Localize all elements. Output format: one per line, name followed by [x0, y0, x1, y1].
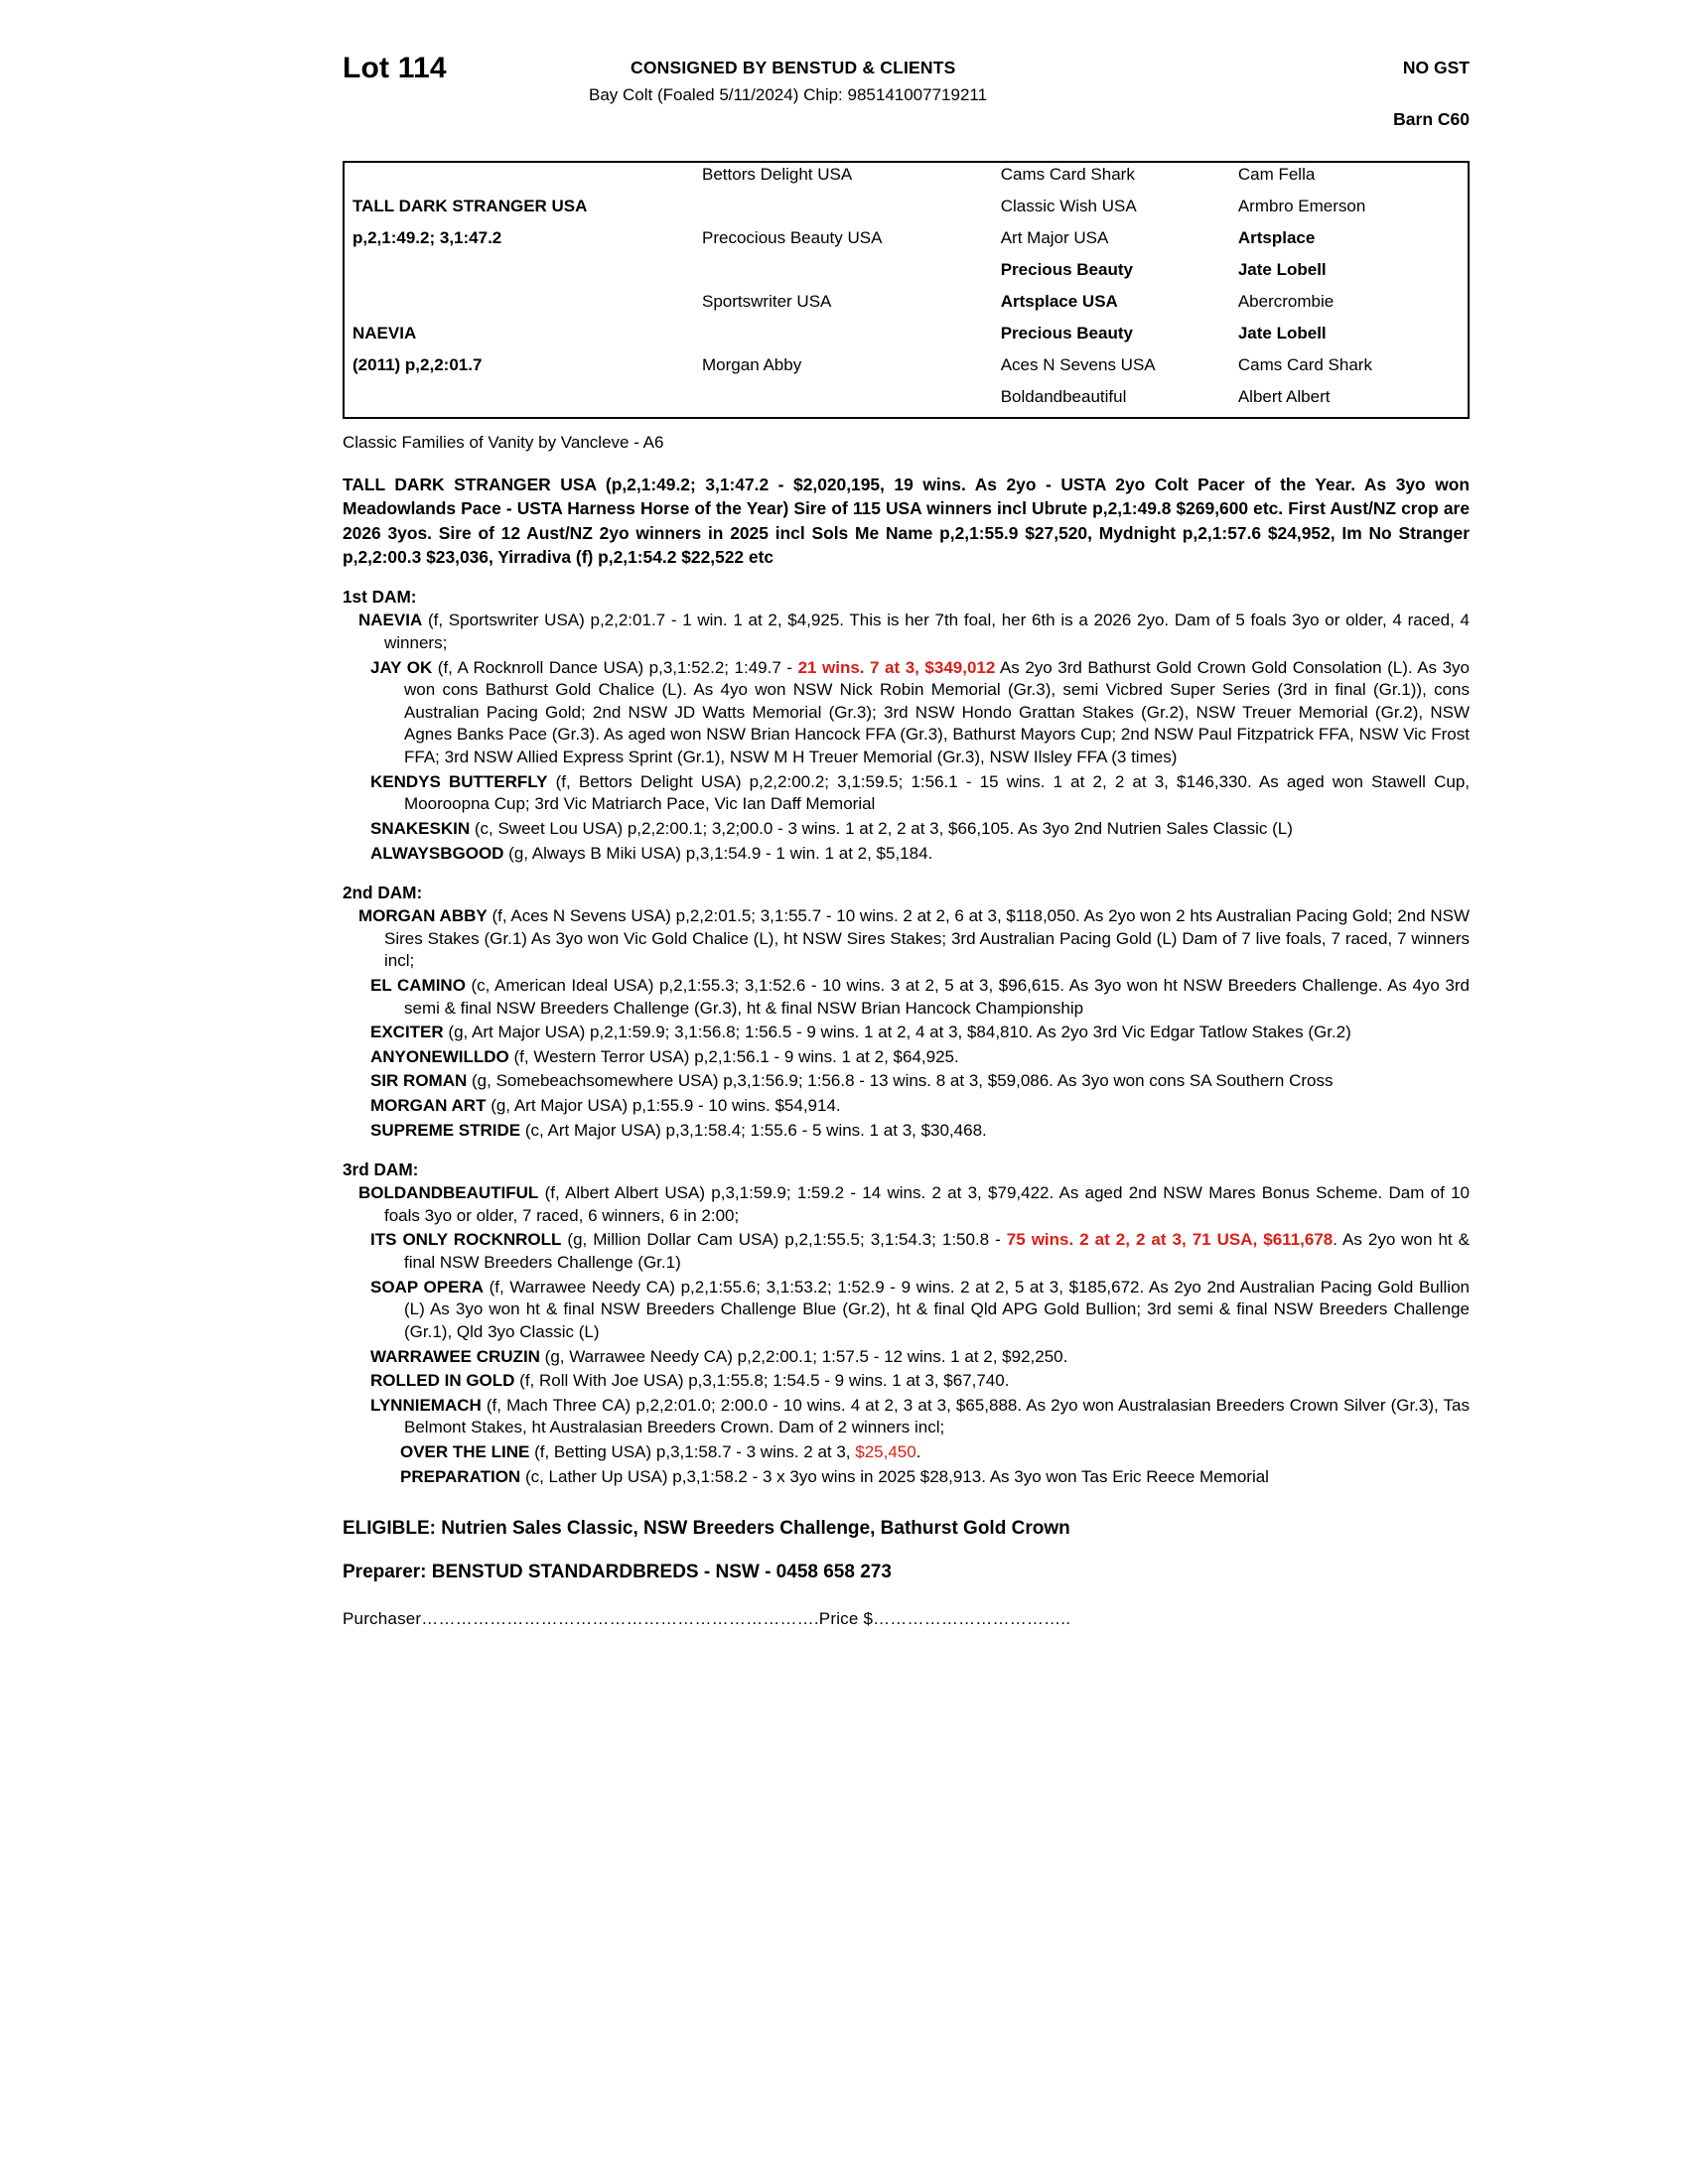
- horse-name: BOLDANDBEAUTIFUL: [358, 1183, 539, 1203]
- consignor-line: CONSIGNED BY BENSTUD & CLIENTS: [631, 58, 956, 77]
- pedigree-cell: Precious Beauty: [1000, 260, 1133, 279]
- horse-name: SIR ROMAN: [370, 1071, 468, 1091]
- pedigree-table-body: [345, 163, 1468, 417]
- horse-details-post: .: [915, 1441, 921, 1461]
- pedigree-cell: Precocious Beauty USA: [702, 228, 883, 247]
- pedigree-table-wrapper: [343, 161, 1470, 419]
- progeny-entry: [343, 1229, 1470, 1274]
- pedigree-cell: [694, 258, 993, 290]
- dam-entry: [343, 610, 1470, 654]
- progeny-entry: [343, 771, 1470, 816]
- pedigree-cell: Albert Albert: [1237, 387, 1331, 406]
- horse-details-pre: (g, Always B Miki USA) p,3,1:54.9 - 1 win. 1 at 2, $5,184.: [503, 843, 933, 863]
- horse-details-pre: (g, Million Dollar Cam USA) p,2,1:55.5; 3,1:54.3; 1:50.8 -: [561, 1230, 1007, 1250]
- pedigree-cell: [345, 290, 694, 322]
- pedigree-cell: Bettors Delight USA: [702, 165, 853, 184]
- horse-details: (f, Sportswriter USA) p,2,2:01.7 - 1 win. 1 at 2, $4,925. This is her 7th foal, her 6th is a 2026 2yo. Dam of 5 foals 3yo or older, 4 raced, 4 winners;: [384, 611, 1470, 653]
- pedigree-cell: Sportswriter USA: [702, 292, 832, 311]
- pedigree-cell: [345, 385, 694, 417]
- progeny-entry: [343, 1046, 1470, 1069]
- pedigree-cell: Precious Beauty: [1000, 324, 1133, 342]
- horse-details-pre: (c, American Ideal USA) p,2,1:55.3; 3,1:52.6 - 10 wins. 3 at 2, 5 at 3, $96,615. As 3yo won ht NSW Breeders Challenge. As 4yo 3rd semi & final NSW Breeders Challenge (Gr.3), ht & final NSW Brian Hancock Championship: [404, 975, 1471, 1018]
- pedigree-cell: Aces N Sevens USA: [1000, 355, 1156, 374]
- pedigree-cell: p,2,1:49.2; 3,1:47.2: [352, 228, 502, 247]
- horse-name: LYNNIEMACH: [370, 1395, 482, 1415]
- lot-number: Lot 114: [343, 52, 447, 84]
- horse-details-pre: (c, Lather Up USA) p,3,1:58.2 - 3 x 3yo wins in 2025 $28,913. As 3yo won Tas Eric Reece Memorial: [520, 1466, 1269, 1486]
- barn-number: Barn C60: [1393, 109, 1470, 129]
- horse-details-pre: (g, Somebeachsomewhere USA) p,3,1:56.9; 1:56.8 - 13 wins. 8 at 3, $59,086. As 3yo won cons SA Southern Cross: [467, 1071, 1334, 1091]
- pedigree-cell: Cam Fella: [1237, 165, 1316, 184]
- horse-name: WARRAWEE CRUZIN: [370, 1346, 540, 1366]
- pedigree-cell: Armbro Emerson: [1237, 197, 1366, 215]
- second-dam-heading: 2nd DAM:: [343, 883, 423, 903]
- table-row: [345, 322, 1468, 353]
- horse-details-pre: (f, Mach Three CA) p,2,2:01.0; 2:00.0 - 10 wins. 4 at 2, 3 at 3, $65,888. As 2yo won Australasian Breeders Crown Silver (Gr.3), Tas Belmont Stakes, ht Australasian Breeders Crown. Dam of 2 winners incl;: [404, 1395, 1470, 1437]
- pedigree-cell: Abercrombie: [1237, 292, 1335, 311]
- pedigree-cell: Cams Card Shark: [1237, 355, 1372, 374]
- table-row: [345, 385, 1468, 417]
- horse-details-pre: (g, Art Major USA) p,2,1:59.9; 3,1:56.8; 1:56.5 - 9 wins. 1 at 2, 4 at 3, $84,810. As 2yo 3rd Vic Edgar Tatlow Stakes (Gr.2): [443, 1023, 1351, 1042]
- pedigree-cell: [694, 322, 993, 353]
- progeny-entry: [343, 843, 1470, 866]
- horse-details-pre: (f, Roll With Joe USA) p,3,1:55.8; 1:54.5 - 9 wins. 1 at 3, $67,740.: [514, 1371, 1010, 1391]
- horse-details-post: As 2yo 3rd Bathurst Gold Crown Gold Consolation (L). As 3yo won cons Bathurst Gold Chalice (L). As 4yo won NSW Nick Robin Memorial (Gr.3), semi Vicbred Super Series (3rd in final (Gr.1)), cons Australian Pacing Gold; 2nd NSW JD Watts Memorial (Gr.3); 3rd NSW Hondo Grattan Stakes (Gr.2), NSW Treuer Memorial (Gr.2), NSW Agnes Banks Pace (Gr.3). As aged won NSW Brian Hancock FFA (Gr.3), Bathurst Mayors Cup; 2nd NSW Paul Fitzpatrick FFA, NSW Vic Frost FFA; 3rd NSW Allied Express Sprint (Gr.1), NSW M H Treuer Memorial (Gr.3), NSW Ilsley FFA (3 times): [404, 657, 1470, 767]
- dam-entry: [343, 905, 1470, 973]
- horse-name: EXCITER: [370, 1023, 444, 1042]
- horse-name: ITS ONLY ROCKNROLL: [370, 1230, 562, 1250]
- horse-name: SNAKESKIN: [370, 818, 471, 838]
- pedigree-cell: Art Major USA: [1000, 228, 1109, 247]
- progeny-entry: [343, 1120, 1470, 1143]
- horse-name: KENDYS BUTTERFLY: [370, 771, 548, 791]
- table-row: [345, 163, 1468, 195]
- horse-name: OVER THE LINE: [400, 1441, 530, 1461]
- progeny-entry: [343, 1022, 1470, 1044]
- horse-description: Bay Colt (Foaled 5/11/2024) Chip: 985141007719211: [589, 85, 988, 104]
- horse-name: JAY OK: [370, 657, 433, 677]
- preparer-line: Preparer: BENSTUD STANDARDBREDS - NSW - 0458 658 273: [343, 1562, 892, 1583]
- table-row: [345, 290, 1468, 322]
- horse-details-pre: (f, Bettors Delight USA) p,2,2:00.2; 3,1:59.5; 1:56.1 - 15 wins. 1 at 2, 2 at 3, $146,330. As aged won Stawell Cup, Mooroopna Cup; 3rd Vic Matriarch Pace, Vic Ian Daff Memorial: [404, 771, 1470, 814]
- horse-name: PREPARATION: [400, 1466, 521, 1486]
- sub-progeny-entry: [343, 1466, 1470, 1489]
- progeny-entry: [343, 1395, 1470, 1439]
- horse-name: ANYONEWILLDO: [370, 1046, 509, 1066]
- third-dam-heading: 3rd DAM:: [343, 1160, 419, 1180]
- eligible-line: ELIGIBLE: Nutrien Sales Classic, NSW Breeders Challenge, Bathurst Gold Crown: [343, 1518, 1070, 1540]
- horse-name: SOAP OPERA: [370, 1277, 484, 1297]
- first-dam-heading: 1st DAM:: [343, 587, 417, 608]
- sire-summary: TALL DARK STRANGER USA (p,2,1:49.2; 3,1:47.2 - $2,020,195, 19 wins. As 2yo - USTA 2yo Colt Pacer of the Year. As 3yo won Meadowlands Pace - USTA Harness Horse of the Year) Sire of 115 USA winners incl Ubrute p,2,1:49.8 $269,600 etc. First Aust/NZ crop are 2026 3yos. Sire of 12 Aust/NZ 2yo winners in 2025 incl Sols Me Name p,2,1:55.9 $27,520, Mydnight p,2,1:57.6 $24,952, Im No Stranger p,2,2:00.3 $23,036, Yirradiva (f) p,2,1:54.2 $22,522 etc: [343, 475, 1470, 568]
- progeny-entry: [343, 1070, 1470, 1093]
- page-header: [343, 48, 1470, 143]
- earnings-highlight: 75 wins. 2 at 2, 2 at 3, 71 USA, $611,678: [1006, 1230, 1334, 1250]
- sub-progeny-entry: [343, 1441, 1470, 1464]
- dam-entry: [343, 1182, 1470, 1227]
- horse-details-pre: (g, Art Major USA) p,1:55.9 - 10 wins. $54,914.: [486, 1096, 841, 1116]
- progeny-entry: [343, 657, 1470, 769]
- horse-details-post: . As 2yo won ht & final NSW Breeders Challenge (Gr.1): [404, 1230, 1470, 1273]
- table-row: [345, 258, 1468, 290]
- horse-details-pre: (f, Betting USA) p,3,1:58.7 - 3 wins. 2 at 3,: [529, 1441, 856, 1461]
- horse-details: (f, Aces N Sevens USA) p,2,2:01.5; 3,1:55.7 - 10 wins. 2 at 2, 6 at 3, $118,050. As 2yo won 2 hts Australian Pacing Gold; 2nd NSW Sires Stakes (Gr.1) As 3yo won Vic Gold Chalice (L), ht NSW Sires Stakes; 3rd Australian Pacing Gold (L) Dam of 7 live foals, 7 raced, 7 winners incl;: [384, 906, 1470, 971]
- horse-name: NAEVIA: [358, 611, 423, 630]
- pedigree-cell: Jate Lobell: [1237, 260, 1327, 279]
- family-line: Classic Families of Vanity by Vancleve - A6: [343, 433, 664, 452]
- horse-details-pre: (f, Warrawee Needy CA) p,2,1:55.6; 3,1:53.2; 1:52.9 - 9 wins. 2 at 2, 5 at 3, $185,672. As 2yo 2nd Australian Pacing Gold Bullion (L) As 3yo won ht & final NSW Breeders Challenge Blue (Gr.2), ht & final Qld APG Gold Bullion; 3rd semi & final NSW Breeders Challenge (Gr.1), Qld 3yo Classic (L): [404, 1277, 1470, 1341]
- horse-name: SUPREME STRIDE: [370, 1120, 521, 1140]
- pedigree-table: [345, 163, 1468, 417]
- progeny-entry: [343, 1277, 1470, 1344]
- pedigree-cell: [694, 385, 993, 417]
- progeny-entry: [343, 818, 1470, 841]
- table-row: [345, 226, 1468, 258]
- progeny-entry: [343, 975, 1470, 1020]
- horse-name: EL CAMINO: [370, 975, 466, 995]
- earnings-highlight: $25,450: [855, 1441, 916, 1461]
- pedigree-cell: Boldandbeautiful: [1000, 387, 1127, 406]
- pedigree-cell: Artsplace: [1237, 228, 1316, 247]
- horse-details-pre: (c, Art Major USA) p,3,1:58.4; 1:55.6 - 5 wins. 1 at 3, $30,468.: [520, 1120, 987, 1140]
- pedigree-cell: Cams Card Shark: [1000, 165, 1135, 184]
- pedigree-cell: NAEVIA: [352, 324, 417, 342]
- pedigree-cell: Morgan Abby: [702, 355, 802, 374]
- horse-name: MORGAN ART: [370, 1096, 487, 1116]
- progeny-entry: [343, 1370, 1470, 1393]
- pedigree-cell: [345, 163, 694, 195]
- earnings-highlight: 21 wins. 7 at 3, $349,012: [797, 657, 996, 677]
- pedigree-cell: [345, 258, 694, 290]
- horse-details-pre: (c, Sweet Lou USA) p,2,2:00.1; 3,2;00.0 - 3 wins. 1 at 2, 2 at 3, $66,105. As 3yo 2nd Nutrien Sales Classic (L): [470, 818, 1293, 838]
- pedigree-cell: TALL DARK STRANGER USA: [352, 197, 588, 215]
- purchaser-line: Purchaser…………………………………………………………….Price $……………………………..: [343, 1609, 1071, 1629]
- table-row: [345, 353, 1468, 385]
- horse-name: ALWAYSBGOOD: [370, 843, 504, 863]
- horse-details-pre: (g, Warrawee Needy CA) p,2,2:00.1; 1:57.5 - 12 wins. 1 at 2, $92,250.: [539, 1346, 1068, 1366]
- horse-name: ROLLED IN GOLD: [370, 1371, 515, 1391]
- pedigree-cell: Jate Lobell: [1237, 324, 1327, 342]
- pedigree-cell: Classic Wish USA: [1000, 197, 1137, 215]
- progeny-entry: [343, 1346, 1470, 1369]
- progeny-entry: [343, 1095, 1470, 1118]
- pedigree-cell: Artsplace USA: [1000, 292, 1118, 311]
- horse-details-pre: (f, A Rocknroll Dance USA) p,3,1:52.2; 1:49.7 -: [432, 657, 798, 677]
- horse-details: (f, Albert Albert USA) p,3,1:59.9; 1:59.2 - 14 wins. 2 at 3, $79,422. As aged 2nd NSW Mares Bonus Scheme. Dam of 10 foals 3yo or older, 7 raced, 6 winners, 6 in 2:00;: [384, 1183, 1470, 1225]
- pedigree-cell: (2011) p,2,2:01.7: [352, 355, 483, 374]
- pedigree-cell: [694, 195, 993, 226]
- table-row: [345, 195, 1468, 226]
- horse-details-pre: (f, Western Terror USA) p,2,1:56.1 - 9 wins. 1 at 2, $64,925.: [508, 1046, 959, 1066]
- gst-status: NO GST: [1402, 58, 1470, 77]
- horse-name: MORGAN ABBY: [358, 906, 488, 926]
